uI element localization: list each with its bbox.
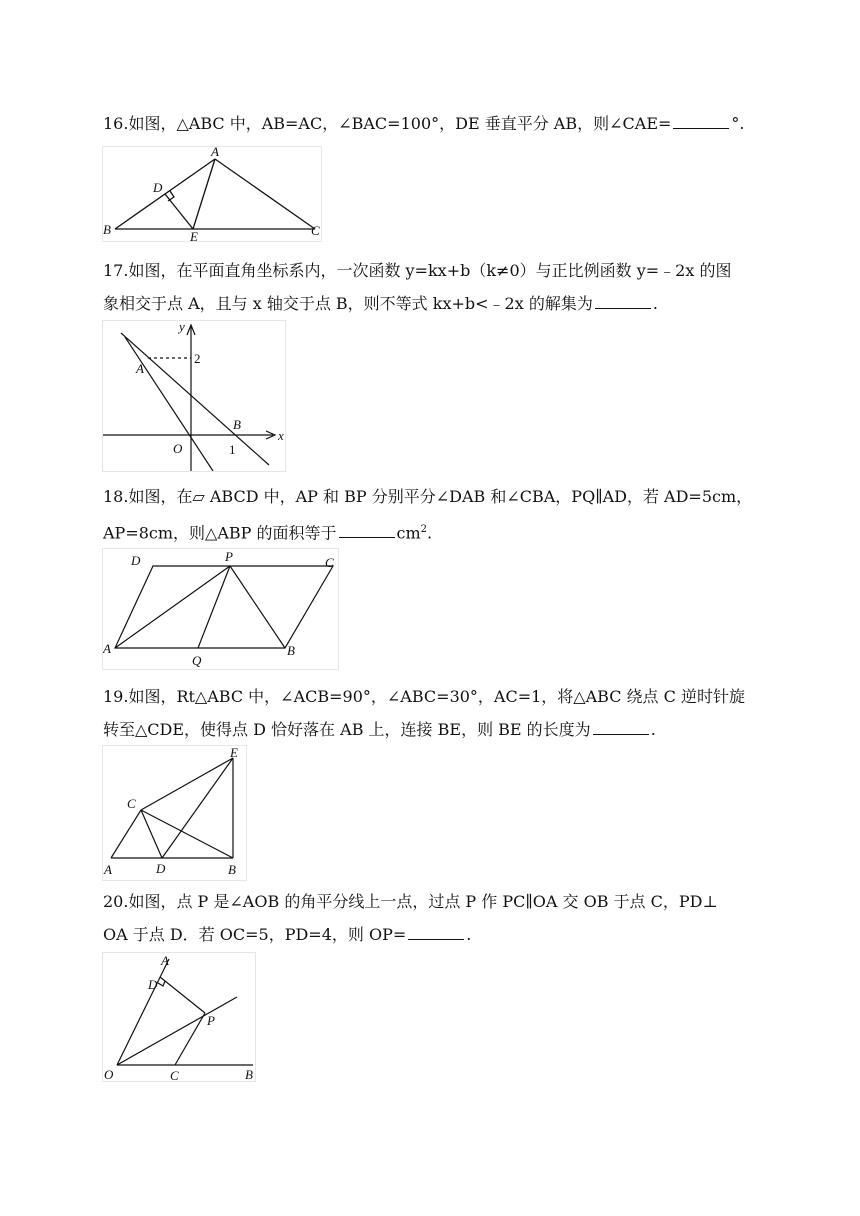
question-text-2: OA 于点 D．若 OC=5，PD=4，则 OP=: [103, 925, 407, 944]
label-c: C: [325, 555, 334, 570]
question-text-end: .: [650, 720, 656, 739]
label-b: B: [103, 222, 111, 237]
parallelogram-abcd: [115, 566, 333, 648]
label-a: A: [211, 147, 219, 159]
question-text-end: °.: [731, 114, 745, 133]
label-c: C: [311, 223, 320, 238]
question-text-end: .: [427, 523, 433, 543]
question-number: 16.: [103, 114, 129, 133]
question-text-end: .: [466, 925, 472, 944]
segment-cd: [141, 810, 162, 858]
figure-20: [102, 952, 256, 1082]
label-d: D: [156, 861, 166, 876]
label-q: Q: [192, 653, 202, 668]
label-e: E: [230, 746, 238, 760]
label-p: P: [207, 1013, 215, 1028]
question-19: [103, 680, 763, 746]
label-o: O: [173, 441, 183, 456]
segment-bp: [230, 566, 285, 648]
label-a: A: [104, 862, 112, 877]
question-number: 19.: [103, 687, 129, 706]
question-16: [103, 107, 763, 140]
label-y: y: [179, 321, 185, 334]
figure-16: [102, 146, 322, 242]
unit-superscript: 2: [420, 524, 428, 535]
answer-blank[interactable]: [339, 523, 395, 538]
figure-17: [102, 320, 286, 472]
label-d: D: [131, 553, 141, 568]
ray-oa: [117, 959, 169, 1065]
tick-2: 2: [194, 351, 201, 366]
answer-blank[interactable]: [673, 114, 729, 129]
question-text: 如图，在平面直角坐标系内，一次函数 y=kx+b（k≠0）与正比例函数 y=﹣2x 的图: [128, 261, 732, 280]
question-text: 如图，△ABC 中，AB=AC，∠BAC=100°，DE 垂直平分 AB，则∠CAE=: [128, 114, 672, 133]
segment-ac: [111, 810, 141, 858]
question-number: 20.: [103, 892, 129, 911]
label-e: E: [190, 229, 198, 241]
segment-pq: [198, 566, 230, 648]
label-b: B: [233, 417, 241, 432]
segment-pc: [175, 1013, 205, 1065]
label-p: P: [225, 549, 233, 564]
label-x: x: [278, 428, 284, 443]
label-a: A: [136, 361, 144, 376]
bisector-op: [117, 997, 237, 1065]
question-text: 如图，在▱ ABCD 中，AP 和 BP 分别平分∠DAB 和∠CBA，PQ∥AD，若 AD=5cm，: [128, 487, 753, 506]
label-a: A: [161, 953, 169, 968]
question-number: 18.: [103, 487, 129, 506]
coordinate-diagram: [103, 321, 285, 471]
question-text-2: 转至△CDE，使得点 D 恰好落在 AB 上，连接 BE，则 BE 的长度为: [103, 720, 591, 739]
answer-blank[interactable]: [408, 925, 464, 940]
segment-de: [162, 758, 233, 858]
segment-ac: [215, 159, 315, 229]
segment-ce: [141, 758, 233, 810]
label-b: B: [287, 643, 295, 658]
segment-pd: [160, 977, 205, 1013]
tick-1: 1: [229, 442, 236, 457]
question-text-2: AP=8cm，则△ABP 的面积等于: [103, 523, 337, 543]
unit-text: cm: [396, 523, 421, 543]
label-o: O: [104, 1067, 114, 1081]
segment-cb: [141, 810, 233, 858]
label-a: A: [103, 641, 111, 656]
label-c: C: [127, 796, 136, 811]
question-number: 17.: [103, 261, 129, 280]
label-b: B: [245, 1067, 253, 1081]
question-18: [103, 480, 763, 549]
right-angle-mark: [158, 981, 165, 986]
label-c: C: [170, 1068, 179, 1081]
label-b: B: [228, 862, 236, 877]
angle-bisector-diagram: [103, 953, 255, 1081]
segment-de: [165, 194, 193, 229]
question-17: [103, 254, 763, 320]
question-text: 如图，Rt△ABC 中，∠ACB=90°，∠ABC=30°，AC=1，将△ABC 绕点 C 逆时针旋: [128, 687, 745, 706]
parallelogram-diagram: [103, 549, 338, 669]
segment-ap: [115, 566, 230, 648]
question-text-end: .: [652, 294, 658, 313]
rotation-diagram: [103, 746, 246, 880]
segment-ae: [193, 159, 215, 229]
figure-19: [102, 745, 247, 881]
triangle-diagram: [103, 147, 321, 241]
figure-18: [102, 548, 339, 670]
question-20: [103, 885, 763, 951]
question-text: 如图，点 P 是∠AOB 的角平分线上一点，过点 P 作 PC∥OA 交 OB 于点 C，PD⊥: [128, 892, 718, 911]
label-d: D: [148, 977, 158, 992]
answer-blank[interactable]: [593, 720, 649, 735]
answer-blank[interactable]: [595, 294, 651, 309]
question-text-2: 象相交于点 A，且与 x 轴交于点 B，则不等式 kx+b<﹣2x 的解集为: [103, 294, 593, 313]
label-d: D: [153, 180, 163, 195]
